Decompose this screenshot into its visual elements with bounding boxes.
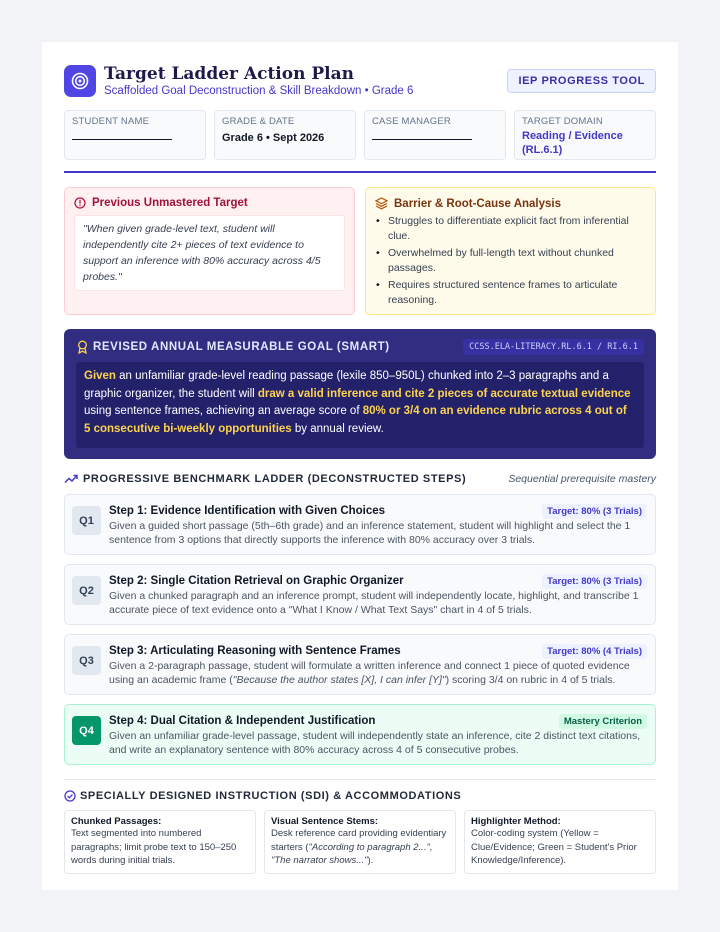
step-title: Step 2: Single Citation Retrieval on Graphic Organizer	[109, 575, 404, 587]
quarter-badge: Q3	[72, 646, 101, 675]
ladder-heading: PROGRESSIVE BENCHMARK LADDER (DECONSTRUCTED STEPS)	[83, 473, 467, 485]
target-domain-value: Reading / Evidence (RL.6.1)	[522, 130, 623, 156]
previous-target-card	[64, 187, 355, 315]
grade-date-value: Grade 6 • Sept 2026	[222, 132, 325, 144]
student-name-box	[64, 110, 206, 160]
info-label: STUDENT NAME	[72, 116, 150, 127]
goal-text: using sentence frames, achieving an average score of	[84, 405, 363, 417]
goal-text: an unfamiliar grade-level reading passage (lexile 850–950L) chunked into 2–3 paragraphs and a graphic organizer, the student will	[84, 370, 609, 400]
step-description: Given a guided short passage (5th–6th grade) and an inference statement, student will highlight and select the 1 sentence from 3 options that directly supports the inference with 80% accuracy over 3 trials.	[109, 520, 631, 546]
tool-badge: IEP PROGRESS TOOL	[507, 69, 656, 93]
info-label: TARGET DOMAIN	[522, 116, 603, 127]
quarter-badge: Q4	[72, 716, 101, 745]
mastery-badge: Mastery Criterion	[559, 714, 647, 729]
sdi-row	[64, 810, 656, 874]
previous-target-quote: "When given grade-level text, student will independently cite 2+ pieces of text evidence to support an inference with 80% accuracy across 4/5 probes."	[74, 215, 345, 291]
goal-statement	[76, 362, 644, 448]
sdi-text-part: Desk reference card providing evidentiary starters (	[271, 828, 447, 853]
step-description: Given a chunked paragraph and an inference prompt, student will independently locate, highlight, and transcribe 1 accurate piece of text evidence onto a "What I Know / What Text Says" chart in 4 of 5 trials.	[109, 590, 639, 616]
page-subtitle: Scaffolded Goal Deconstruction & Skill Breakdown • Grade 6	[104, 84, 414, 97]
sdi-highlighter-method	[464, 810, 656, 874]
smart-goal-panel	[64, 329, 656, 459]
sdi-title: Chunked Passages:	[71, 816, 162, 827]
step-desc-frame: "Because the author states [X], I can infer [Y]"	[232, 674, 446, 686]
step-title: Step 1: Evidence Identification with Given Choices	[109, 505, 386, 517]
step-target-badge: Target: 80% (3 Trials)	[542, 504, 647, 519]
barrier-item: • Overwhelmed by full-length text without chunked passages.	[375, 246, 646, 276]
goal-highlight: Given	[84, 370, 116, 382]
benchmark-step-4	[64, 704, 656, 765]
trending-up-icon	[64, 474, 78, 484]
case-manager-box	[364, 110, 506, 160]
barrier-card	[365, 187, 656, 315]
student-name-field[interactable]	[72, 139, 172, 140]
alert-icon	[74, 197, 86, 209]
header	[64, 64, 656, 98]
barrier-item: • Struggles to differentiate explicit fact from inferential clue.	[375, 214, 646, 244]
step-title: Step 4: Dual Citation & Independent Justification	[109, 715, 376, 727]
barrier-list	[375, 214, 646, 308]
document-page	[42, 42, 678, 890]
standard-code: CCSS.ELA-LITERACY.RL.6.1 / RI.6.1	[463, 339, 644, 355]
header-divider	[64, 171, 656, 173]
goal-text: by annual review.	[291, 422, 384, 435]
sdi-text-example: "According to paragraph 2...", "The narrator shows..."	[271, 841, 433, 866]
quarter-badge: Q1	[72, 506, 101, 535]
goal-highlight: 80% or 3/4 on an evidence rubric across 4 out of 5 consecutive bi-weekly opportunities	[84, 405, 627, 435]
benchmark-step-1	[64, 494, 656, 555]
step-title: Step 3: Articulating Reasoning with Sentence Frames	[109, 645, 401, 657]
sdi-text: Color-coding system (Yellow = Clue/Evidence; Green = Student's Prior Knowledge/Inference).	[471, 828, 637, 866]
section-divider	[64, 779, 656, 780]
info-label: GRADE & DATE	[222, 116, 295, 127]
step-desc-text: Given a 2-paragraph passage, student will formulate a written inference and connect 1 piece of quoted evidence using an academic frame (	[109, 660, 630, 686]
step-target-badge: Target: 80% (3 Trials)	[542, 574, 647, 589]
target-icon	[64, 65, 96, 97]
target-domain-box	[514, 110, 656, 160]
sdi-sentence-stems	[264, 810, 456, 874]
sdi-heading: SPECIALLY DESIGNED INSTRUCTION (SDI) & ACCOMMODATIONS	[80, 790, 462, 802]
sdi-text-part: ).	[367, 855, 374, 866]
grade-date-box	[214, 110, 356, 160]
benchmark-step-2	[64, 564, 656, 625]
step-desc-text: ) scoring 3/4 on rubric in 4 of 5 trials.	[445, 674, 616, 686]
sdi-title: Visual Sentence Stems:	[271, 816, 379, 827]
step-description: Given an unfamiliar grade-level passage, student will independently state an inference, cite 2 distinct text citations, and write an explanatory sentence with 80% accuracy across 4 of 5 consecutive probes.	[109, 730, 641, 756]
barrier-heading: Barrier & Root-Cause Analysis	[394, 197, 562, 210]
sdi-title: Highlighter Method:	[471, 816, 561, 827]
ladder-header	[64, 473, 656, 485]
page-title: Target Ladder Action Plan	[104, 63, 354, 84]
quarter-badge: Q2	[72, 576, 101, 605]
barrier-item: • Requires structured sentence frames to articulate reasoning.	[375, 278, 646, 308]
info-label: CASE MANAGER	[372, 116, 451, 127]
sdi-header	[64, 790, 656, 802]
step-target-badge: Target: 80% (4 Trials)	[542, 644, 647, 659]
sdi-chunked-passages	[64, 810, 256, 874]
goal-heading: REVISED ANNUAL MEASURABLE GOAL (SMART)	[93, 341, 390, 353]
check-circle-icon	[64, 790, 76, 802]
info-row	[64, 110, 656, 160]
step-description	[109, 659, 647, 687]
ladder-note: Sequential prerequisite mastery	[508, 473, 656, 485]
award-icon	[76, 340, 89, 354]
sdi-text: Text segmented into numbered paragraphs; limit probe text to 150–250 words during initial trials.	[71, 828, 237, 866]
benchmark-step-3	[64, 634, 656, 695]
previous-target-heading: Previous Unmastered Target	[92, 197, 248, 209]
case-manager-field[interactable]	[372, 139, 472, 140]
analysis-row	[64, 187, 656, 315]
goal-highlight: draw a valid inference and cite 2 pieces of accurate textual evidence	[257, 387, 631, 400]
layers-icon	[375, 197, 388, 210]
sdi-text	[271, 827, 449, 868]
